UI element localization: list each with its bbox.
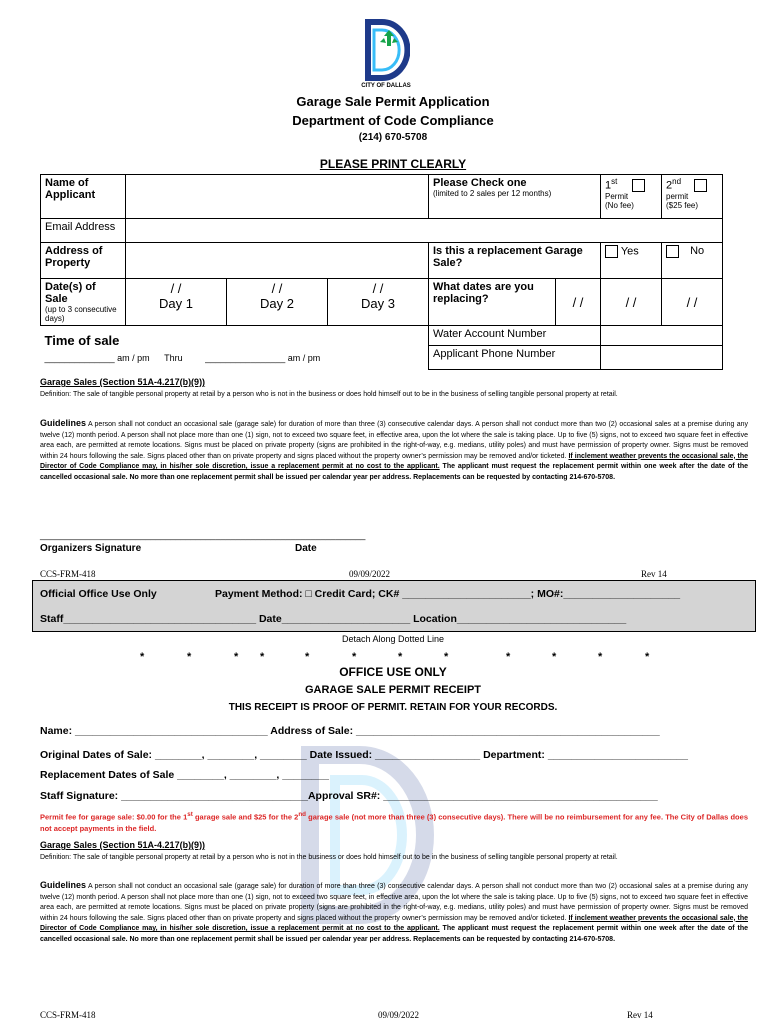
garage-sales-heading-2: Garage Sales (Section 51A-4.217(b)(9)) [40, 840, 206, 850]
office-use-only-heading: OFFICE USE ONLY [339, 665, 447, 679]
address-label-cell [41, 243, 126, 279]
thru-label: Thru [164, 352, 183, 363]
day-3-label: Day 3 [361, 296, 395, 311]
replacement-question: Is this a replacement Garage Sale? [433, 245, 583, 269]
email-label-cell [41, 219, 126, 243]
day-2-label: Day 2 [260, 296, 294, 311]
fee-note-part-b: garage sale and $25 for the 2 [192, 812, 299, 822]
definition-text: Definition: The sale of tangible personal property at retail by a person who is not in the business or does hold himself out to be in the business of selling tangible personal property at retail. [40, 391, 618, 398]
time-end[interactable]: ________________ am / pm [205, 352, 321, 363]
footer-date: 09/09/2022 [349, 569, 391, 579]
garage-sales-heading: Garage Sales (Section 51A-4.217(b)(9)) [40, 377, 206, 387]
signature-date-label: Date [295, 543, 317, 554]
permit-1-sup: st [611, 177, 618, 186]
detach-star: * [398, 651, 403, 663]
guidelines-text-2 [40, 879, 748, 945]
replaced-date-2[interactable] [601, 279, 662, 326]
receipt-name-line[interactable]: Name: _________________________________ Address of Sale: ____________________________________________________ [40, 725, 660, 737]
permit-1-number: 1 [605, 179, 612, 192]
logo-caption: CITY OF DALLAS [361, 83, 411, 89]
replaced-date-2-slashes: / / [625, 294, 637, 310]
name-label-cell [41, 175, 126, 219]
footer-date-2: 09/09/2022 [378, 1010, 420, 1020]
payment-method-line[interactable]: Payment Method: □ Credit Card; CK# ______________________; MO#:____________________ [215, 588, 681, 600]
fee-note-part-c: garage sale (not more than three (3) consecutive days). There will be no reimbursement for any fee. The City of Dallas does not accept payments in the field. [40, 812, 748, 833]
organizer-signature-label: Organizers Signature [40, 543, 142, 554]
guidelines-word-2: Guidelines [40, 880, 87, 890]
permit-2-fee: ($25 fee) [666, 201, 699, 211]
guidelines-word: Guidelines [40, 418, 87, 428]
receipt-proof-note: THIS RECEIPT IS PROOF OF PERMIT. RETAIN FOR YOUR RECORDS. [228, 702, 558, 713]
address-label: Address of Property [45, 245, 103, 269]
detach-star: * [260, 651, 265, 663]
fee-note-part-a: Permit fee for garage sale: $0.00 for the 1 [40, 812, 188, 822]
email-input[interactable] [126, 219, 723, 243]
day-2-input[interactable] [227, 279, 328, 326]
guidelines-tail-2: The applicant must request the replacement permit within one week after the date of the cancelled occasional sale. No more than one replacement permit shall be issued per calendar year per address. Replacements can be requested by contacting 214-670-5708. [40, 925, 748, 943]
phone-input[interactable] [601, 346, 723, 370]
replaced-date-3-slashes: / / [686, 294, 698, 310]
detach-star: * [645, 651, 650, 663]
day-2-slashes: / / [271, 281, 283, 296]
fee-sup-2: nd [298, 811, 306, 818]
detach-star: * [187, 651, 192, 663]
print-clearly-heading: PLEASE PRINT CLEARLY [319, 157, 467, 171]
detach-star: * [506, 651, 511, 663]
detach-star: * [552, 651, 557, 663]
fee-sup-1: st [187, 811, 193, 818]
detach-star: * [352, 651, 357, 663]
name-input[interactable] [126, 175, 429, 219]
footer-form-id-2: CCS-FRM-418 [40, 1010, 96, 1020]
email-label: Email Address [45, 221, 116, 233]
fee-note [40, 810, 748, 834]
department-name: Department of Code Compliance [292, 113, 494, 128]
please-check-label: Please Check one [433, 177, 527, 189]
permit-check-cell [429, 175, 601, 219]
water-input[interactable] [601, 326, 723, 346]
time-of-sale-cell [41, 326, 429, 370]
office-use-title: Official Office Use Only [40, 588, 157, 600]
detach-star: * [305, 651, 310, 663]
detach-label: Detach Along Dotted Line [341, 634, 445, 644]
receipt-replacement-dates-line[interactable]: Replacement Dates of Sale ________, ________, ________ [40, 769, 329, 781]
definition-text-2: Definition: The sale of tangible personal property at retail by a person who is not in the business or does hold himself out to be in the business of selling tangible personal property at retail. [40, 854, 618, 861]
name-label: Name of Applicant [45, 177, 96, 201]
day-3-input[interactable] [328, 279, 429, 326]
replaced-date-1[interactable] [556, 279, 601, 326]
staff-line[interactable]: Staff_________________________________ Date______________________ Location_____________________________ [40, 613, 627, 625]
guidelines-text [40, 417, 748, 483]
phone-label-cell [429, 346, 601, 370]
permit-2-sup: nd [672, 177, 682, 186]
what-dates-label: What dates are you replacing? [433, 281, 534, 305]
footer-form-id: CCS-FRM-418 [40, 569, 96, 579]
no-option[interactable] [662, 243, 723, 279]
application-form [40, 174, 723, 370]
footer-rev: Rev 14 [641, 569, 667, 579]
replaced-date-3[interactable] [662, 279, 723, 326]
day-1-input[interactable] [126, 279, 227, 326]
yes-label: Yes [620, 245, 639, 258]
replacement-question-cell [429, 243, 601, 279]
signature-line[interactable]: _________________________________________________________________ [40, 530, 366, 540]
address-input[interactable] [126, 243, 429, 279]
dates-label: Date(s) of Sale [45, 281, 96, 305]
detach-star: * [598, 651, 603, 663]
permit-1-checkbox[interactable] [632, 179, 645, 192]
permit-2-cell[interactable] [662, 175, 723, 219]
yes-checkbox[interactable] [605, 245, 618, 258]
detach-star: * [444, 651, 449, 663]
time-start[interactable]: ______________ am / pm [44, 352, 150, 363]
no-checkbox[interactable] [666, 245, 679, 258]
water-label-cell [429, 326, 601, 346]
detach-star: * [234, 651, 239, 663]
detach-star: * [140, 651, 145, 663]
department-phone: (214) 670-5708 [358, 132, 428, 143]
dates-sublabel: (up to 3 consecutive days) [45, 305, 117, 323]
day-1-slashes: / / [170, 281, 182, 296]
limited-note: (limited to 2 sales per 12 months) [433, 189, 552, 198]
permit-1-label: Permit [605, 192, 629, 202]
guidelines-tail: The applicant must request the replacement permit within one week after the date of the cancelled occasional sale. No more than one replacement permit shall be issued per calendar year per address. Replacements can be requested by contacting 214-670-5708. [40, 463, 748, 481]
phone-label: Applicant Phone Number [433, 348, 556, 360]
page-title: Garage Sale Permit Application [296, 94, 490, 109]
dates-label-cell [41, 279, 126, 326]
permit-2-number: 2 [666, 179, 673, 192]
guidelines-body: A person shall not conduct an occasional sale (garage sale) for duration of more than three (3) consecutive calendar days. A person shall not conduct more than two (2) occasional sales at a premise during any twelve (12) month period. A person shall not place more than one (1) sign, not to exceed two square feet, in effective area, upon the lot where the sale is taking place. Up to five (5) signs, not to exceed two square feet in effective area each, are permitted at remote locations. Signs must be placed on private property (signs are prohibited in the right-of-way, e.g. medians, utility poles) and must have permission of property owner. Signs must be removed within 24 hours following the sale. Signs placed other than on private property and signs placed without the property owner’s permission may be removed and/or ticketed. [40, 421, 748, 460]
guidelines-inclement: If inclement weather prevents the occasional sale, the Director of Code Compliance may, in his/her sole discretion, issue a replacement permit at no cost to the applicant. [40, 452, 749, 470]
permit-1-fee: (No fee) [605, 201, 634, 211]
water-label: Water Account Number [433, 328, 547, 340]
receipt-original-dates-line[interactable]: Original Dates of Sale: ________, ________, ________ Date Issued: __________________ Department: ________________________ [40, 749, 688, 761]
receipt-staff-signature-line[interactable]: Staff Signature: ________________________________Approval SR#: _______________________________________________ [40, 790, 658, 802]
permit-2-label: permit [666, 192, 689, 202]
permit-1-cell[interactable] [601, 175, 662, 219]
permit-2-checkbox[interactable] [694, 179, 707, 192]
replaced-date-1-slashes: / / [572, 294, 584, 310]
guidelines-inclement-2: If inclement weather prevents the occasional sale, the Director of Code Compliance may, in his/her sole discretion, issue a replacement permit at no cost to the applicant. [40, 914, 749, 932]
day-1-label: Day 1 [159, 296, 193, 311]
time-of-sale-lines[interactable] [45, 353, 425, 363]
yes-option[interactable] [601, 243, 662, 279]
what-dates-cell [429, 279, 556, 326]
time-of-sale-label: Time of sale [44, 332, 120, 348]
guidelines-body-2: A person shall not conduct an occasional sale (garage sale) for duration of more than three (3) consecutive calendar days. A person shall not conduct more than two (2) occasional sales at a premise during any twelve (12) month period. A person shall not place more than one (1) sign, not to exceed two square feet, in effective area, upon the lot where the sale is taking place. Up to five (5) signs, not to exceed two square feet in effective area each, are permitted at remote locations. Signs must be placed on private property (signs are prohibited in the right-of-way, e.g. medians, utility poles) and must have permission of property owner. Signs must be removed within 24 hours following the sale. Signs placed other than on private property and signs placed without the property owner’s permission may be removed and/or ticketed. [40, 883, 748, 922]
footer-rev-2: Rev 14 [627, 1010, 653, 1020]
city-of-dallas-logo [362, 16, 410, 92]
receipt-title: GARAGE SALE PERMIT RECEIPT [304, 684, 482, 696]
no-label: No [690, 245, 705, 258]
day-3-slashes: / / [372, 281, 384, 296]
